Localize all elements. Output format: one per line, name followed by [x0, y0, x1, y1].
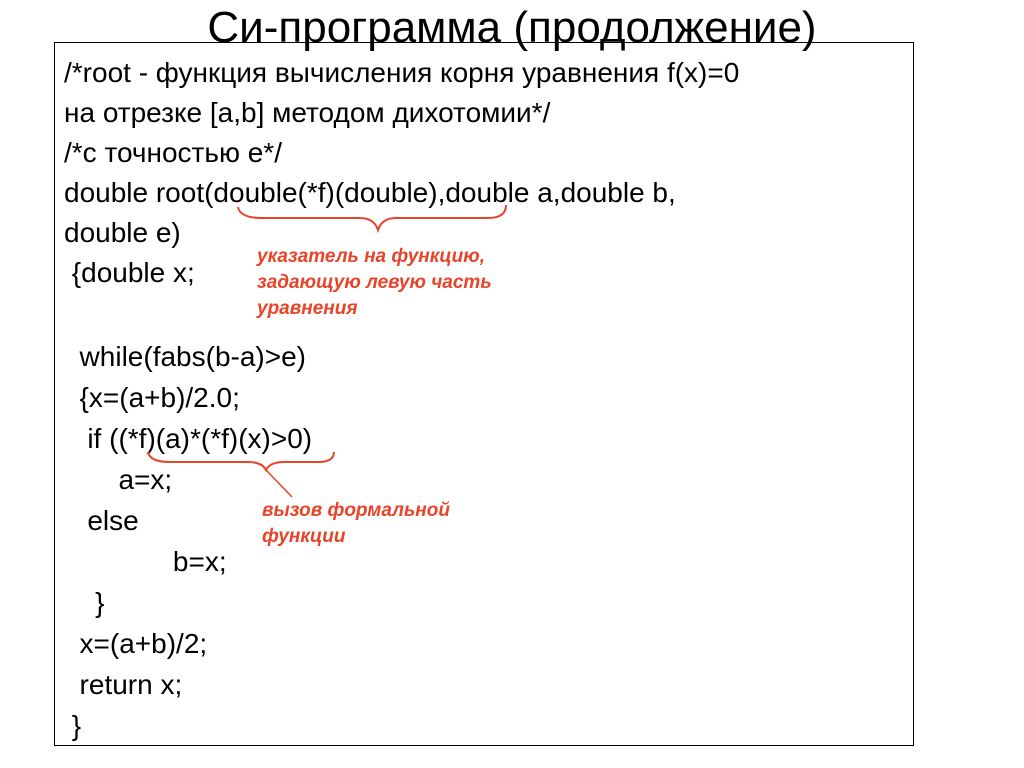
code-line-14: x=(a+b)/2; — [64, 628, 208, 659]
code-line-11: else — [64, 505, 139, 536]
code-line-12: b=x; — [64, 546, 227, 577]
annotation-formal-call: вызов формальной функции — [262, 500, 450, 547]
annotation-function-pointer: указатель на функцию, задающую левую часть уравнения — [257, 246, 492, 319]
code-line-8: {x=(a+b)/2.0; — [64, 382, 240, 413]
code-line-10: a=x; — [64, 464, 173, 495]
code-line-3: /*с точностью e*/ — [64, 137, 282, 168]
code-line-13: } — [64, 587, 105, 618]
code-line-7: while(fabs(b-a)>e) — [64, 341, 306, 372]
code-line-1: /*root - функция вычисления корня уравнения f(x)=0 — [64, 57, 740, 88]
code-line-16: } — [64, 710, 82, 741]
code-line-2: на отрезке [a,b] методом дихотомии*/ — [64, 97, 551, 128]
code-line-4: double root(double(*f)(double),double a,double b, — [64, 177, 676, 208]
code-line-9: if ((*f)(a)*(*f)(x)>0) — [64, 423, 313, 454]
brace-formal-call — [148, 452, 334, 470]
code-line-15: return x; — [64, 669, 183, 700]
code-line-5: double e) — [64, 217, 181, 248]
brace-function-pointer — [238, 205, 506, 230]
pointer-line-formal-call — [266, 470, 292, 497]
slide-title: Си-программа (продолжение) — [207, 3, 817, 52]
code-line-6: {double x; — [64, 257, 195, 288]
